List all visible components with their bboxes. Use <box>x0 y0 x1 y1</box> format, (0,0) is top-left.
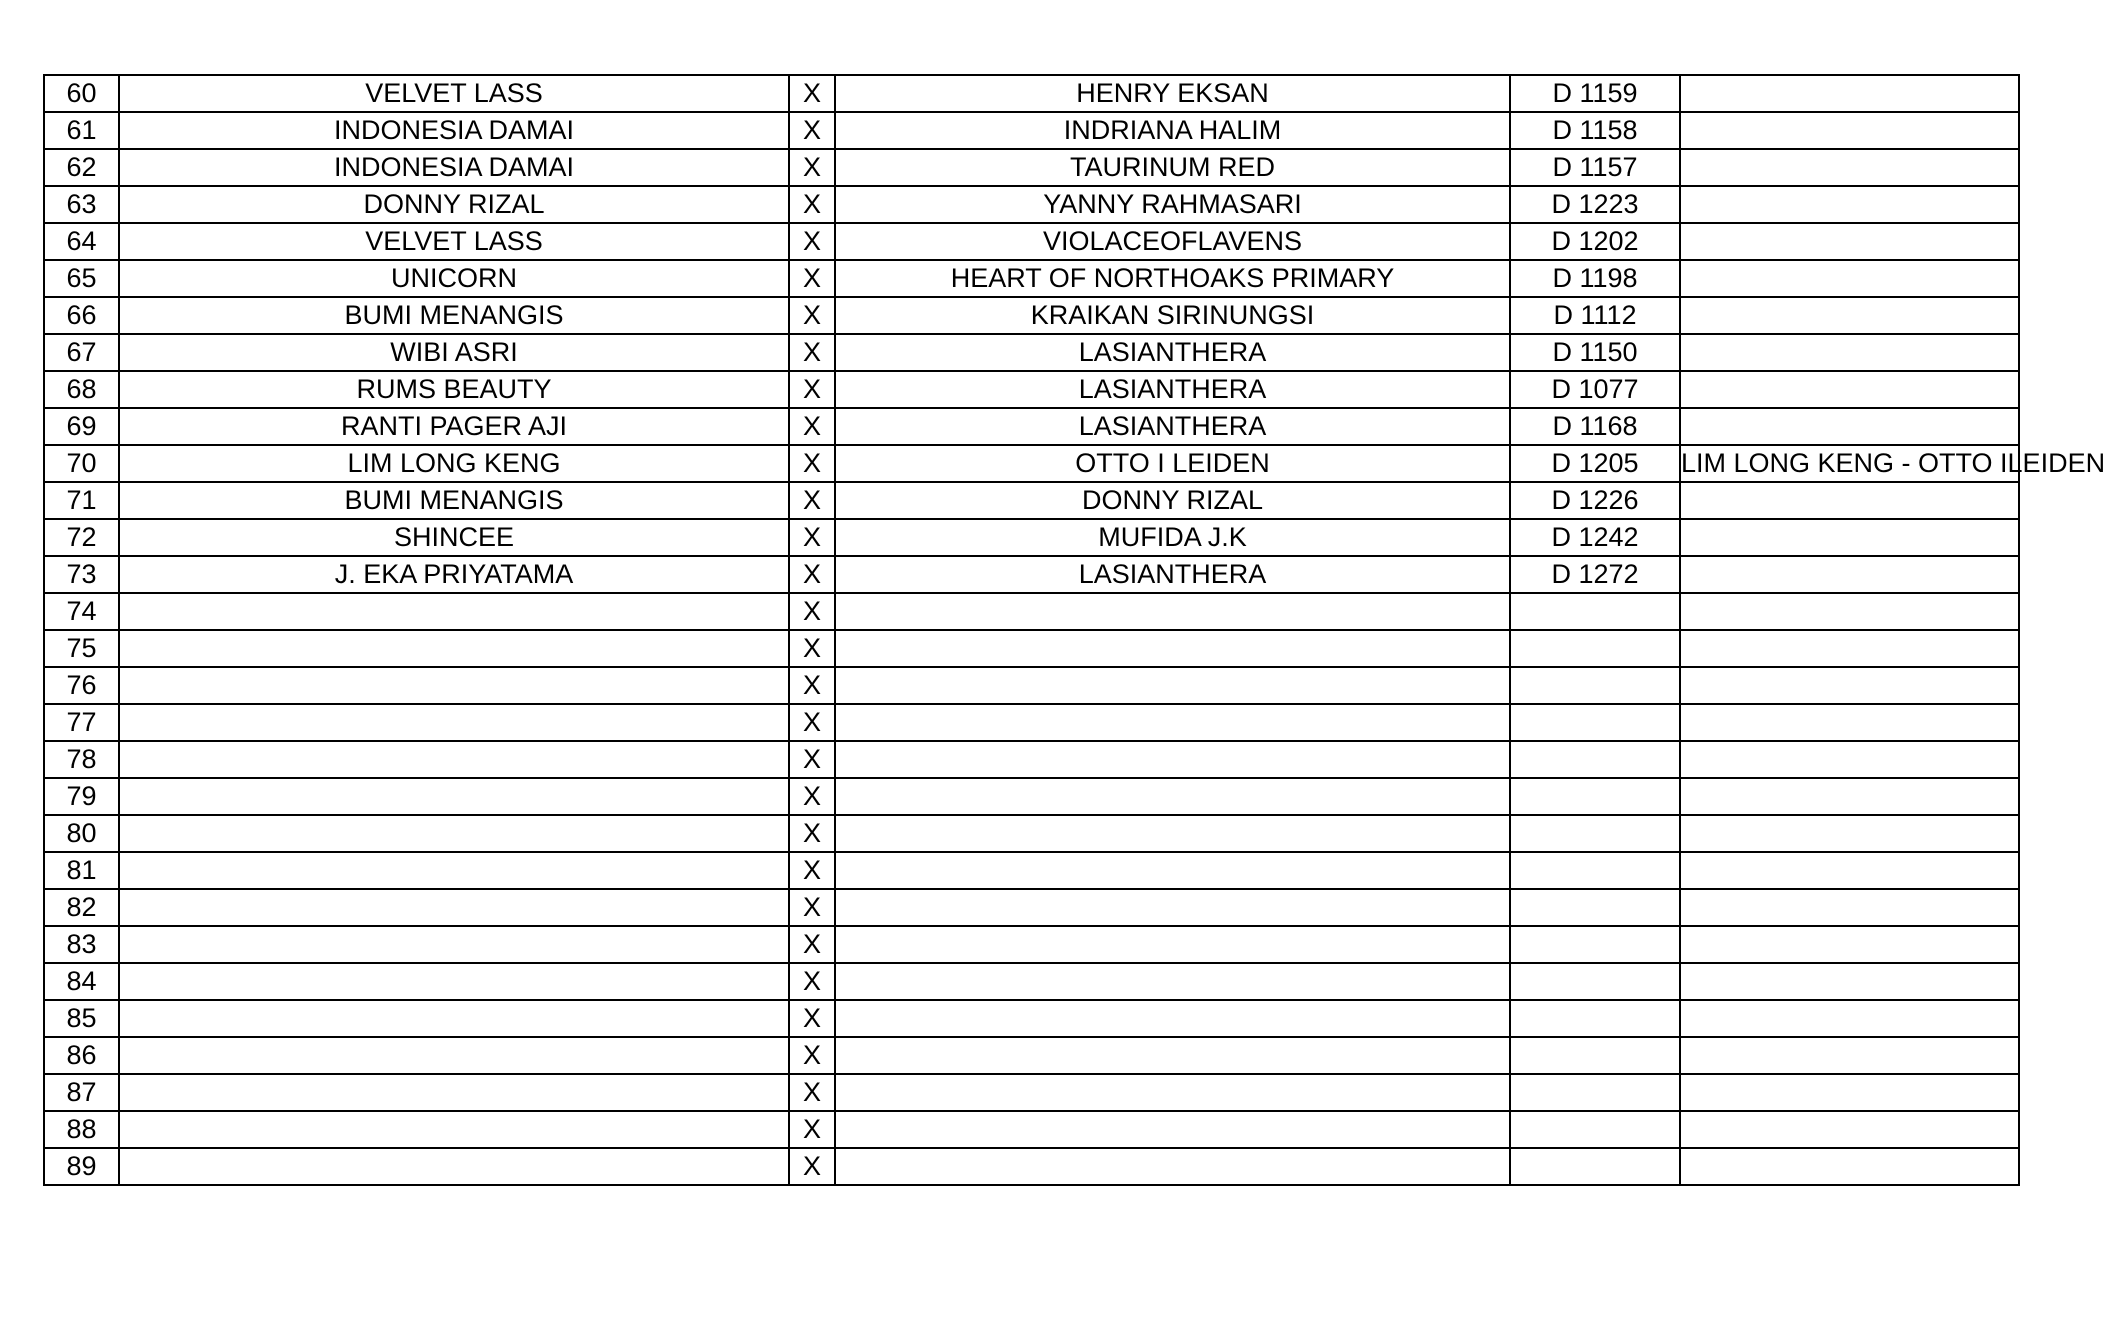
left-entry-cell <box>119 926 789 963</box>
left-entry-cell: RUMS BEAUTY <box>119 371 789 408</box>
left-entry-cell: BUMI MENANGIS <box>119 482 789 519</box>
row-number-cell: 66 <box>44 297 119 334</box>
right-entry-cell <box>835 815 1510 852</box>
code-cell: D 1226 <box>1510 482 1680 519</box>
right-entry-cell: YANNY RAHMASARI <box>835 186 1510 223</box>
note-cell <box>1680 223 2019 260</box>
code-cell <box>1510 963 1680 1000</box>
right-entry-cell: HENRY EKSAN <box>835 75 1510 112</box>
row-number-cell: 70 <box>44 445 119 482</box>
row-number-cell: 83 <box>44 926 119 963</box>
code-cell: D 1158 <box>1510 112 1680 149</box>
left-entry-cell <box>119 630 789 667</box>
versus-cell: X <box>789 963 835 1000</box>
versus-cell: X <box>789 149 835 186</box>
right-entry-cell: INDRIANA HALIM <box>835 112 1510 149</box>
versus-cell: X <box>789 815 835 852</box>
versus-cell: X <box>789 112 835 149</box>
table-row <box>44 1111 2019 1148</box>
right-entry-cell: LASIANTHERA <box>835 334 1510 371</box>
left-entry-cell: SHINCEE <box>119 519 789 556</box>
versus-cell: X <box>789 556 835 593</box>
code-cell <box>1510 630 1680 667</box>
table-row <box>44 704 2019 741</box>
code-cell: D 1077 <box>1510 371 1680 408</box>
row-number-cell: 89 <box>44 1148 119 1185</box>
table-row <box>44 1037 2019 1074</box>
note-cell <box>1680 75 2019 112</box>
row-number-cell: 79 <box>44 778 119 815</box>
code-cell: D 1272 <box>1510 556 1680 593</box>
note-cell <box>1680 926 2019 963</box>
left-entry-cell <box>119 889 789 926</box>
code-cell <box>1510 926 1680 963</box>
table-row <box>44 445 2019 482</box>
row-number-cell: 64 <box>44 223 119 260</box>
note-cell <box>1680 297 2019 334</box>
row-number-cell: 62 <box>44 149 119 186</box>
versus-cell: X <box>789 630 835 667</box>
code-cell: D 1112 <box>1510 297 1680 334</box>
note-cell <box>1680 334 2019 371</box>
note-cell <box>1680 778 2019 815</box>
table-row <box>44 75 2019 112</box>
row-number-cell: 81 <box>44 852 119 889</box>
table-row <box>44 260 2019 297</box>
code-cell <box>1510 778 1680 815</box>
code-cell <box>1510 704 1680 741</box>
note-cell <box>1680 112 2019 149</box>
table-row <box>44 630 2019 667</box>
left-entry-cell <box>119 778 789 815</box>
note-cell <box>1680 408 2019 445</box>
table-row <box>44 1074 2019 1111</box>
table-row <box>44 1148 2019 1185</box>
row-number-cell: 72 <box>44 519 119 556</box>
left-entry-cell: LIM LONG KENG <box>119 445 789 482</box>
right-entry-cell <box>835 1111 1510 1148</box>
code-cell <box>1510 1037 1680 1074</box>
note-cell <box>1680 482 2019 519</box>
versus-cell: X <box>789 1111 835 1148</box>
table-row <box>44 778 2019 815</box>
table-row <box>44 223 2019 260</box>
code-cell <box>1510 815 1680 852</box>
left-entry-cell <box>119 741 789 778</box>
right-entry-cell <box>835 889 1510 926</box>
left-entry-cell <box>119 667 789 704</box>
right-entry-cell <box>835 963 1510 1000</box>
left-entry-cell <box>119 1074 789 1111</box>
versus-cell: X <box>789 593 835 630</box>
left-entry-cell: DONNY RIZAL <box>119 186 789 223</box>
note-cell <box>1680 963 2019 1000</box>
right-entry-cell: VIOLACEOFLAVENS <box>835 223 1510 260</box>
right-entry-cell: OTTO I LEIDEN <box>835 445 1510 482</box>
row-number-cell: 63 <box>44 186 119 223</box>
note-cell <box>1680 889 2019 926</box>
table-row <box>44 519 2019 556</box>
note-cell <box>1680 260 2019 297</box>
versus-cell: X <box>789 741 835 778</box>
code-cell: D 1198 <box>1510 260 1680 297</box>
versus-cell: X <box>789 704 835 741</box>
note-cell <box>1680 1111 2019 1148</box>
left-entry-cell <box>119 1148 789 1185</box>
row-number-cell: 84 <box>44 963 119 1000</box>
left-entry-cell <box>119 1111 789 1148</box>
versus-cell: X <box>789 260 835 297</box>
right-entry-cell <box>835 593 1510 630</box>
row-number-cell: 67 <box>44 334 119 371</box>
left-entry-cell: INDONESIA DAMAI <box>119 112 789 149</box>
code-cell <box>1510 852 1680 889</box>
pairing-table <box>43 74 2105 1186</box>
row-number-cell: 71 <box>44 482 119 519</box>
right-entry-cell <box>835 1074 1510 1111</box>
left-entry-cell <box>119 815 789 852</box>
code-cell: D 1168 <box>1510 408 1680 445</box>
versus-cell: X <box>789 778 835 815</box>
code-cell <box>1510 1074 1680 1111</box>
row-number-cell: 86 <box>44 1037 119 1074</box>
left-entry-cell: UNICORN <box>119 260 789 297</box>
note-cell <box>1680 519 2019 556</box>
row-number-cell: 61 <box>44 112 119 149</box>
right-entry-cell <box>835 741 1510 778</box>
versus-cell: X <box>789 445 835 482</box>
code-cell <box>1510 889 1680 926</box>
note-cell <box>1680 593 2019 630</box>
row-number-cell: 65 <box>44 260 119 297</box>
left-entry-cell <box>119 704 789 741</box>
table-row <box>44 926 2019 963</box>
table-row <box>44 482 2019 519</box>
left-entry-cell: VELVET LASS <box>119 223 789 260</box>
note-cell <box>1680 630 2019 667</box>
note-cell <box>1680 667 2019 704</box>
left-entry-cell: VELVET LASS <box>119 75 789 112</box>
versus-cell: X <box>789 1148 835 1185</box>
row-number-cell: 74 <box>44 593 119 630</box>
row-number-cell: 77 <box>44 704 119 741</box>
right-entry-cell: LASIANTHERA <box>835 408 1510 445</box>
row-number-cell: 69 <box>44 408 119 445</box>
table-row <box>44 593 2019 630</box>
right-entry-cell <box>835 852 1510 889</box>
note-cell <box>1680 1000 2019 1037</box>
row-number-cell: 87 <box>44 1074 119 1111</box>
code-cell: D 1205 <box>1510 445 1680 482</box>
row-number-cell: 82 <box>44 889 119 926</box>
right-entry-cell: HEART OF NORTHOAKS PRIMARY <box>835 260 1510 297</box>
table-row <box>44 112 2019 149</box>
left-entry-cell <box>119 852 789 889</box>
left-entry-cell: RANTI PAGER AJI <box>119 408 789 445</box>
left-entry-cell <box>119 1037 789 1074</box>
table-row <box>44 889 2019 926</box>
table-row <box>44 408 2019 445</box>
right-entry-cell: TAURINUM RED <box>835 149 1510 186</box>
table-row <box>44 556 2019 593</box>
note-cell <box>1680 186 2019 223</box>
right-entry-cell <box>835 926 1510 963</box>
row-number-cell: 73 <box>44 556 119 593</box>
note-cell <box>1680 149 2019 186</box>
versus-cell: X <box>789 519 835 556</box>
table-row <box>44 1000 2019 1037</box>
note-cell <box>1680 815 2019 852</box>
versus-cell: X <box>789 926 835 963</box>
table-row <box>44 371 2019 408</box>
versus-cell: X <box>789 1074 835 1111</box>
table-row <box>44 815 2019 852</box>
right-entry-cell: LASIANTHERA <box>835 556 1510 593</box>
left-entry-cell: WIBI ASRI <box>119 334 789 371</box>
row-number-cell: 78 <box>44 741 119 778</box>
code-cell <box>1510 593 1680 630</box>
pairing-table-body <box>44 75 2105 1185</box>
table-row <box>44 149 2019 186</box>
right-entry-cell <box>835 778 1510 815</box>
code-cell: D 1157 <box>1510 149 1680 186</box>
versus-cell: X <box>789 1037 835 1074</box>
table-row <box>44 297 2019 334</box>
note-cell <box>1680 852 2019 889</box>
note-cell <box>1680 704 2019 741</box>
right-entry-cell <box>835 1148 1510 1185</box>
note-cell <box>1680 1037 2019 1074</box>
right-entry-cell: KRAIKAN SIRINUNGSI <box>835 297 1510 334</box>
note-cell <box>1680 741 2019 778</box>
right-entry-cell <box>835 667 1510 704</box>
versus-cell: X <box>789 334 835 371</box>
note-cell <box>1680 371 2019 408</box>
left-entry-cell: J. EKA PRIYATAMA <box>119 556 789 593</box>
code-cell <box>1510 1148 1680 1185</box>
right-entry-cell <box>835 704 1510 741</box>
row-number-cell: 76 <box>44 667 119 704</box>
right-entry-cell: LASIANTHERA <box>835 371 1510 408</box>
note-cell <box>1680 1074 2019 1111</box>
right-entry-cell: MUFIDA J.K <box>835 519 1510 556</box>
code-cell <box>1510 667 1680 704</box>
table-row <box>44 334 2019 371</box>
document-page <box>43 74 2105 1186</box>
left-entry-cell <box>119 1000 789 1037</box>
versus-cell: X <box>789 75 835 112</box>
left-entry-cell: BUMI MENANGIS <box>119 297 789 334</box>
note-cell <box>1680 556 2019 593</box>
code-cell <box>1510 1000 1680 1037</box>
row-number-cell: 60 <box>44 75 119 112</box>
code-cell: D 1223 <box>1510 186 1680 223</box>
versus-cell: X <box>789 1000 835 1037</box>
row-number-cell: 75 <box>44 630 119 667</box>
right-entry-cell: DONNY RIZAL <box>835 482 1510 519</box>
right-entry-cell <box>835 1037 1510 1074</box>
left-entry-cell <box>119 963 789 1000</box>
code-cell: D 1159 <box>1510 75 1680 112</box>
table-row <box>44 852 2019 889</box>
versus-cell: X <box>789 371 835 408</box>
left-entry-cell: INDONESIA DAMAI <box>119 149 789 186</box>
table-row <box>44 963 2019 1000</box>
table-row <box>44 186 2019 223</box>
right-entry-cell <box>835 1000 1510 1037</box>
right-entry-cell <box>835 630 1510 667</box>
code-cell: D 1202 <box>1510 223 1680 260</box>
row-number-cell: 85 <box>44 1000 119 1037</box>
versus-cell: X <box>789 889 835 926</box>
note-cell <box>1680 1148 2019 1185</box>
row-number-cell: 88 <box>44 1111 119 1148</box>
code-cell: D 1150 <box>1510 334 1680 371</box>
versus-cell: X <box>789 186 835 223</box>
row-number-cell: 80 <box>44 815 119 852</box>
code-cell <box>1510 1111 1680 1148</box>
code-cell <box>1510 741 1680 778</box>
note-cell: LIM LONG KENG - OTTO ILEIDEN <box>1680 445 2019 482</box>
versus-cell: X <box>789 667 835 704</box>
table-row <box>44 667 2019 704</box>
table-row <box>44 741 2019 778</box>
left-entry-cell <box>119 593 789 630</box>
versus-cell: X <box>789 482 835 519</box>
versus-cell: X <box>789 223 835 260</box>
versus-cell: X <box>789 852 835 889</box>
code-cell: D 1242 <box>1510 519 1680 556</box>
versus-cell: X <box>789 408 835 445</box>
row-number-cell: 68 <box>44 371 119 408</box>
versus-cell: X <box>789 297 835 334</box>
